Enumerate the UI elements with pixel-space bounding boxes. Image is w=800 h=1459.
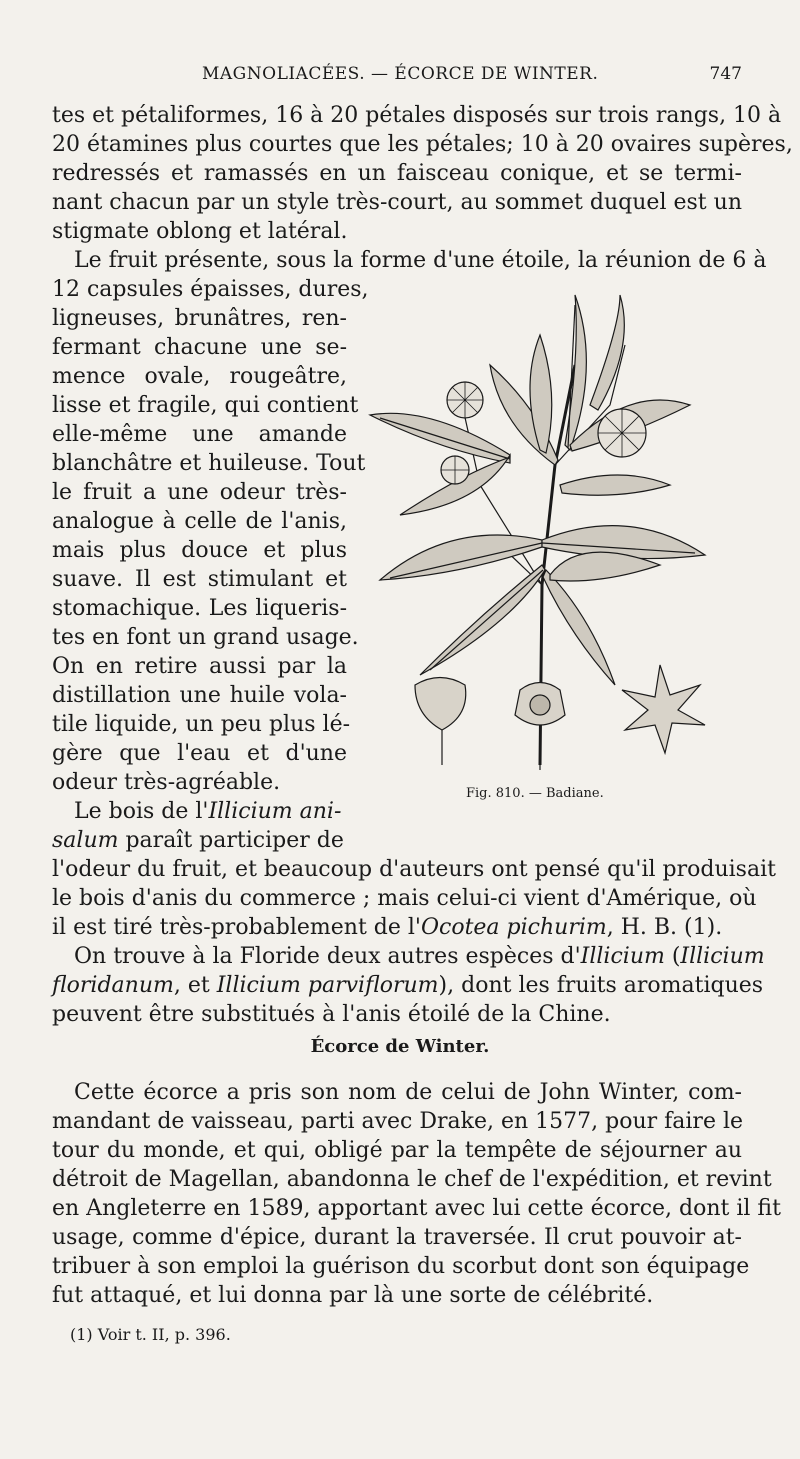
text-line: On en retire aussi par la xyxy=(52,654,347,679)
text-line: 20 étamines plus courtes que les pétales; 10 à 20 ovaires supères, xyxy=(52,132,793,157)
text-span: , et xyxy=(173,973,217,998)
text-line: mais plus douce et plus xyxy=(52,538,347,563)
footnote: (1) Voir t. II, p. 396. xyxy=(70,1325,231,1344)
text-line: le bois d'anis du commerce ; mais celui-ci vient d'Amérique, où xyxy=(52,886,757,911)
text-line: Le fruit présente, sous la forme d'une étoile, la réunion de 6 à xyxy=(74,248,767,273)
text-line: l'odeur du fruit, et beaucoup d'auteurs ont pensé qu'il produisait xyxy=(52,857,776,882)
text-span: il est tiré très-probablement de l' xyxy=(52,915,421,940)
text-span: , H. B. (1). xyxy=(606,915,723,940)
badiane-illustration xyxy=(360,285,730,785)
text-line: lisse et fragile, qui contient xyxy=(52,393,359,418)
text-span: Le bois de l' xyxy=(74,799,209,824)
text-line: odeur très-agréable. xyxy=(52,770,281,795)
text-span: ), dont les fruits aromatiques xyxy=(438,973,764,998)
species-name: Illicium xyxy=(680,944,765,969)
text-line: elle-même une amande xyxy=(52,422,347,447)
text-line: mandant de vaisseau, parti avec Drake, en 1577, pour faire le xyxy=(52,1109,744,1134)
figure-caption: Fig. 810. — Badiane. xyxy=(466,786,604,801)
text-line: tes et pétaliformes, 16 à 20 pétales disposés sur trois rangs, 10 à xyxy=(52,103,782,128)
text-line: le fruit a une odeur très- xyxy=(52,480,347,505)
text-line: mence ovale, rougeâtre, xyxy=(52,364,347,389)
text-line: suave. Il est stimulant et xyxy=(52,567,347,592)
text-line: peuvent être substitués à l'anis étoilé de la Chine. xyxy=(52,1002,611,1027)
text-line: blanchâtre et huileuse. Tout xyxy=(52,451,366,476)
text-line: tes en font un grand usage. xyxy=(52,625,359,650)
text-line: tour du monde, et qui, obligé par la tempête de séjourner au xyxy=(52,1138,742,1163)
species-name: salum xyxy=(52,828,119,853)
running-title: MAGNOLIACÉES. — ÉCORCE DE WINTER. xyxy=(202,64,599,84)
text-line: gère que l'eau et d'une xyxy=(52,741,347,766)
text-line: tribuer à son emploi la guérison du scorbut dont son équipage xyxy=(52,1254,750,1279)
text-line xyxy=(52,826,347,855)
text-line: Cette écorce a pris son nom de celui de John Winter, com- xyxy=(74,1080,742,1105)
text-line: tile liquide, un peu plus lé- xyxy=(52,712,351,737)
text-line xyxy=(52,942,765,971)
species-name: Ocotea pichurim xyxy=(420,915,607,940)
text-line: nant chacun par un style très-court, au sommet duquel est un xyxy=(52,190,742,215)
page-number: 747 xyxy=(709,64,742,84)
text-line: stomachique. Les liqueris- xyxy=(52,596,347,621)
text-line: fut attaqué, et lui donna par là une sorte de célébrité. xyxy=(52,1283,654,1308)
species-name: floridanum xyxy=(52,973,174,998)
text-span: On trouve à la Floride deux autres espèces d' xyxy=(74,944,581,969)
text-span: paraît participer de xyxy=(118,828,344,853)
species-name: Illicium ani- xyxy=(208,799,342,824)
text-line xyxy=(52,913,742,942)
page-header xyxy=(52,64,742,92)
text-line: ligneuses, brunâtres, ren- xyxy=(52,306,347,331)
species-name: Illicium parviflorum xyxy=(216,973,439,998)
text-line: en Angleterre en 1589, apportant avec lui cette écorce, dont il fit xyxy=(52,1196,781,1221)
text-line: distillation une huile vola- xyxy=(52,683,347,708)
text-line: analogue à celle de l'anis, xyxy=(52,509,347,534)
section-title: Écorce de Winter. xyxy=(310,1036,490,1057)
text-line: usage, comme d'épice, durant la traversée. Il crut pouvoir at- xyxy=(52,1225,742,1250)
text-span: ( xyxy=(664,944,681,969)
text-line: détroit de Magellan, abandonna le chef de l'expédition, et revint xyxy=(52,1167,772,1192)
species-name: Illicium xyxy=(580,944,665,969)
text-line: redressés et ramassés en un faisceau conique, et se termi- xyxy=(52,161,742,186)
text-line: stigmate oblong et latéral. xyxy=(52,219,348,244)
text-line: 12 capsules épaisses, dures, xyxy=(52,277,369,302)
text-line xyxy=(52,797,347,826)
text-line xyxy=(52,971,764,1000)
text-line: fermant chacune une se- xyxy=(52,335,347,360)
